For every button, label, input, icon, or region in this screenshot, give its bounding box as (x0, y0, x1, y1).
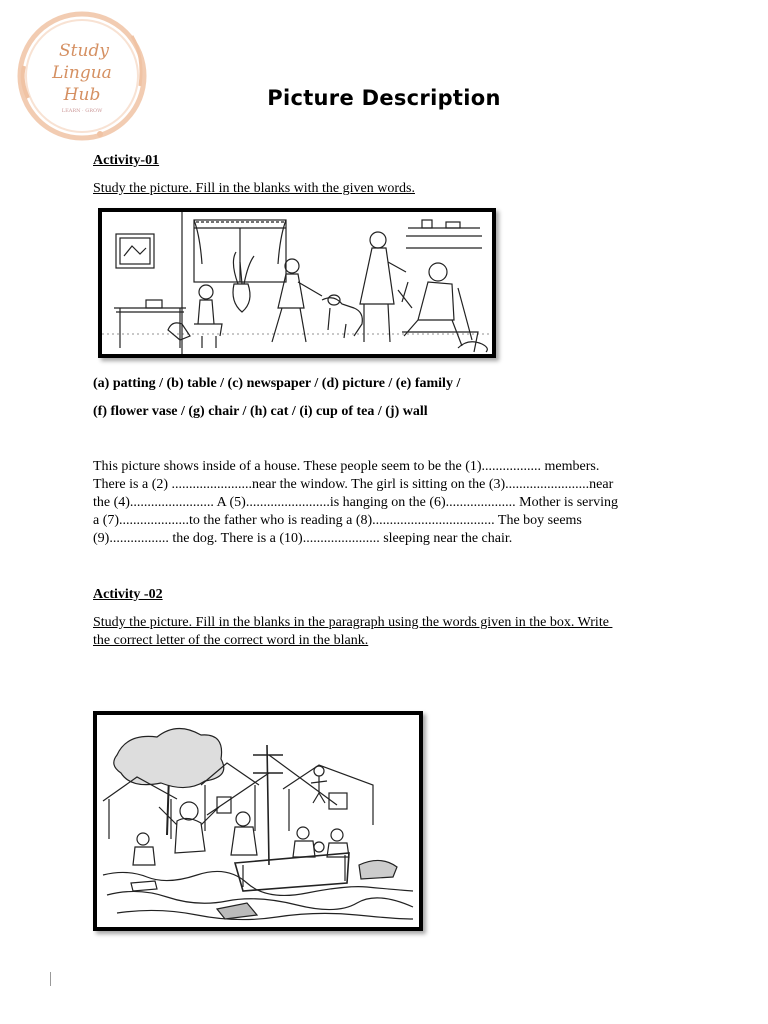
logo-text-lingua: Lingua (52, 63, 112, 83)
family-living-room-illustration (98, 208, 496, 358)
activity-1-paragraph (93, 458, 683, 548)
logo-tagline: LEARN · GROW (61, 108, 103, 114)
paragraph-line: the (4)........................ A (5)........................is hanging on the (6).................... Mother is serving (93, 495, 618, 510)
word-list-line-2: (f) flower vase / (g) chair / (h) cat / (i) cup of tea / (j) wall (93, 404, 428, 419)
activity-2-heading: Activity -02 (93, 587, 163, 602)
instruction-line: Study the picture. Fill in the blanks in the paragraph using the words given in the box. Write (93, 615, 613, 630)
page-margin-marker (50, 972, 51, 986)
page-title: Picture Description (267, 86, 501, 110)
study-lingua-hub-logo (14, 6, 154, 146)
logo-text-hub: Hub (63, 85, 101, 105)
paragraph-line: This picture shows inside of a house. These people seem to be the (1)................. members. (93, 459, 600, 474)
activity-2-instruction (93, 614, 693, 650)
logo-text-study: Study (59, 41, 109, 61)
word-list-line-1: (a) patting / (b) table / (c) newspaper / (d) picture / (e) family / (93, 376, 461, 391)
activity-1-instruction: Study the picture. Fill in the blanks with the given words. (93, 181, 415, 196)
paragraph-line: a (7)....................to the father who is reading a (8)................................... The boy seems (93, 513, 582, 528)
paragraph-line: There is a (2) .......................near the window. The girl is sitting on the (3)........................near (93, 477, 614, 492)
activity-1-heading: Activity-01 (93, 153, 160, 168)
instruction-line: the correct letter of the correct word in the blank. (93, 633, 369, 648)
flood-scene-illustration (93, 711, 423, 931)
paragraph-line: (9)................. the dog. There is a (10)...................... sleeping near the chair. (93, 531, 513, 546)
